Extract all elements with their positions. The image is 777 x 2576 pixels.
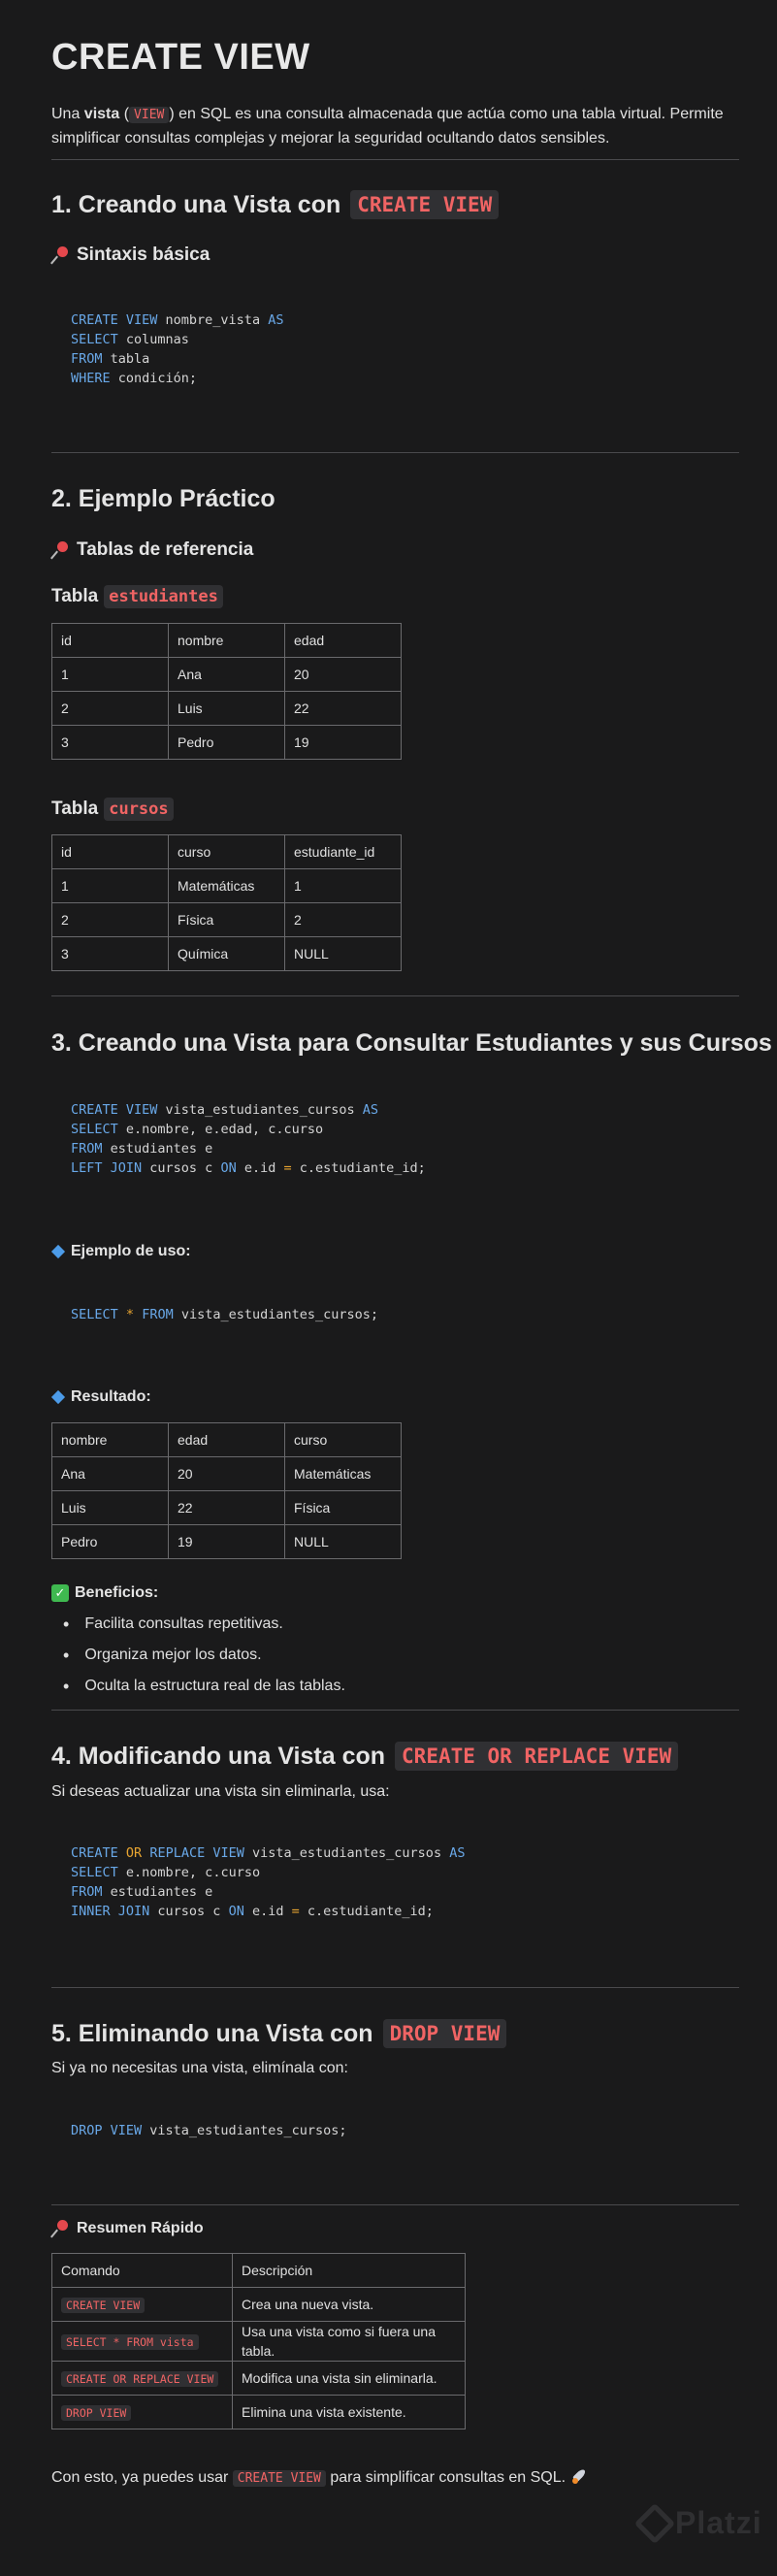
table-cell [52, 2288, 233, 2322]
code-token: c.estudiante_id; [299, 1904, 434, 1919]
platzi-watermark [640, 2505, 762, 2541]
table-cell: estudiante_id [285, 835, 402, 869]
table-cell: 19 [169, 1525, 285, 1559]
table-cell: 3 [52, 726, 169, 760]
section-4-title: 4. Modificando una Vista con [51, 1742, 386, 1770]
code-token: FROM [71, 1884, 103, 1900]
section-3-title: 3. Creando una Vista para Consultar Estudiantes y sus Cursos [51, 1029, 772, 1057]
blue-diamond-icon [51, 1390, 65, 1404]
table-row [52, 903, 402, 937]
code-token [134, 1307, 142, 1322]
inline-code: CREATE OR REPLACE VIEW [61, 2371, 218, 2387]
table-cell: curso [285, 1423, 402, 1457]
code-token: e.id [243, 1904, 292, 1919]
closing-text: Con esto, ya puedes usar [51, 2469, 233, 2486]
table-row [52, 1457, 402, 1491]
resumen-heading [51, 2219, 204, 2238]
table-label: Tabla [51, 586, 99, 606]
code-line [71, 1902, 465, 1921]
code-token: SELECT [71, 332, 118, 347]
divider [51, 452, 739, 453]
code-block-usage [71, 1305, 378, 1324]
divider [51, 1987, 739, 1988]
table-row [52, 1423, 402, 1457]
table-row [52, 2396, 466, 2429]
table-cell [52, 2362, 233, 2396]
table-cell [52, 2396, 233, 2429]
code-token: e.nombre, e.edad, c.curso [117, 1122, 324, 1137]
table-row [52, 2288, 466, 2322]
section-5-text: Si ya no necesitas una vista, elimínala con: [51, 2060, 348, 2076]
code-token: vista_estudiantes_cursos [157, 1102, 363, 1118]
intro-paragraph [51, 103, 739, 150]
table-cell: 20 [285, 658, 402, 692]
section-5-title: 5. Eliminando una Vista con [51, 2019, 373, 2047]
table-header-cell: Comando [52, 2254, 233, 2288]
resultado-label: Resultado: [71, 1388, 151, 1405]
divider [51, 159, 739, 160]
table-cell: nombre [52, 1423, 169, 1457]
divider [51, 995, 739, 996]
table-cell: 1 [285, 869, 402, 903]
code-token: tabla [102, 351, 150, 367]
code-line [71, 1139, 426, 1158]
section-2-title: 2. Ejemplo Práctico [51, 485, 275, 512]
table-cell: Física [285, 1491, 402, 1525]
code-token: = [291, 1904, 300, 1919]
table-cell: 2 [52, 903, 169, 937]
code-block-drop-view [71, 2121, 346, 2140]
section-5-code: DROP VIEW [383, 2019, 507, 2048]
table-cell: 22 [285, 692, 402, 726]
resumen-label: Resumen Rápido [77, 2220, 204, 2236]
inline-code: VIEW [129, 107, 169, 123]
table-cell: Elimina una vista existente. [233, 2396, 466, 2429]
divider [51, 2204, 739, 2205]
table-cell: NULL [285, 1525, 402, 1559]
table-cell: Química [169, 937, 285, 971]
code-token: CREATE VIEW [71, 312, 158, 328]
table-cell: curso [169, 835, 285, 869]
code-line [71, 1843, 465, 1863]
code-line [71, 1305, 378, 1324]
watermark-text: Platzi [675, 2505, 762, 2540]
table-cell: Ana [52, 1457, 169, 1491]
pushpin-icon [51, 245, 71, 265]
code-line [71, 1158, 426, 1178]
code-token: c.estudiante_id; [291, 1160, 426, 1176]
pushpin-icon [51, 540, 71, 560]
list-item: • Oculta la estructura real de las tablas. [51, 1671, 345, 1702]
cursos-table [51, 834, 402, 971]
code-token: condición; [110, 371, 198, 386]
code-token: e.id [236, 1160, 284, 1176]
resultado-heading [51, 1388, 151, 1406]
sub-title: Tablas de referencia [77, 539, 254, 560]
beneficios-heading [51, 1584, 158, 1602]
table-row [52, 1491, 402, 1525]
beneficios-list [51, 1609, 345, 1702]
code-token: cursos c [142, 1160, 221, 1176]
section-1-code: CREATE VIEW [350, 190, 499, 219]
inline-code: CREATE VIEW [233, 2470, 326, 2487]
sub-title: Sintaxis básica [77, 245, 210, 265]
table-cell: Usa una vista como si fuera una tabla. [233, 2322, 466, 2362]
code-line [71, 1100, 426, 1120]
table-row [52, 658, 402, 692]
table-cell: 19 [285, 726, 402, 760]
code-line [71, 349, 283, 369]
table-row [52, 2322, 466, 2362]
table-row [52, 2362, 466, 2396]
table-cell: Matemáticas [169, 869, 285, 903]
uso-heading [51, 1243, 191, 1260]
code-block-syntax [71, 310, 283, 388]
table-row [52, 692, 402, 726]
code-token: FROM [142, 1307, 174, 1322]
table-cell: Luis [52, 1491, 169, 1525]
code-token [118, 1307, 126, 1322]
code-token: DROP VIEW [71, 2123, 143, 2138]
code-token: estudiantes e [102, 1141, 213, 1157]
section-4-code: CREATE OR REPLACE VIEW [395, 1742, 678, 1771]
section-2-subheading [51, 539, 253, 561]
table-cell: Crea una nueva vista. [233, 2288, 466, 2322]
code-block-replace-view [71, 1843, 465, 1921]
result-table [51, 1422, 402, 1559]
code-token: CREATE [71, 1845, 118, 1861]
table-cell: Pedro [52, 1525, 169, 1559]
code-token: INNER JOIN [71, 1904, 150, 1919]
table-cell: edad [169, 1423, 285, 1457]
code-token: estudiantes e [102, 1884, 213, 1900]
code-token [118, 1845, 126, 1861]
table-header-cell: Descripción [233, 2254, 466, 2288]
intro-strong: vista [83, 106, 120, 122]
code-token: AS [268, 312, 284, 328]
code-line [71, 1882, 465, 1902]
code-token: vista_estudiantes_cursos [243, 1845, 450, 1861]
section-1-heading [51, 190, 499, 219]
resumen-table [51, 2253, 466, 2429]
table-2-heading [51, 798, 174, 821]
code-token: nombre_vista [157, 312, 269, 328]
code-token: OR [125, 1845, 143, 1861]
table-cell: 1 [52, 658, 169, 692]
code-line [71, 1120, 426, 1139]
code-token: cursos c [149, 1904, 229, 1919]
code-token: LEFT JOIN [71, 1160, 143, 1176]
beneficios-label: Beneficios: [75, 1584, 159, 1601]
table-cell: 20 [169, 1457, 285, 1491]
estudiantes-table [51, 623, 402, 760]
divider [51, 1710, 739, 1711]
table-cell: 2 [285, 903, 402, 937]
pushpin-icon [51, 2219, 71, 2238]
table-cell [52, 2322, 233, 2362]
code-token: vista_estudiantes_cursos; [173, 1307, 379, 1322]
section-1-title: 1. Creando una Vista con [51, 190, 341, 218]
section-4-text: Si deseas actualizar una vista sin eliminarla, usa: [51, 1783, 390, 1800]
inline-code: DROP VIEW [61, 2405, 131, 2421]
table-1-heading [51, 585, 223, 608]
code-line [71, 1863, 465, 1882]
code-token: CREATE VIEW [71, 1102, 158, 1118]
table-cell: edad [285, 624, 402, 658]
table-row [52, 937, 402, 971]
table-cell: 2 [52, 692, 169, 726]
table-cell: nombre [169, 624, 285, 658]
code-block-create-view [71, 1100, 426, 1178]
code-token: REPLACE VIEW [149, 1845, 244, 1861]
table-cell: id [52, 624, 169, 658]
blue-diamond-icon [51, 1245, 65, 1258]
code-line [71, 310, 283, 330]
code-token: vista_estudiantes_cursos; [142, 2123, 347, 2138]
table-cell: Luis [169, 692, 285, 726]
table-cell: 1 [52, 869, 169, 903]
table-code: cursos [104, 798, 173, 821]
code-token: SELECT [71, 1307, 118, 1322]
code-token: WHERE [71, 371, 111, 386]
intro-text: ( [119, 106, 130, 122]
code-token: FROM [71, 1141, 103, 1157]
closing-paragraph [51, 2467, 588, 2487]
table-cell: 3 [52, 937, 169, 971]
platzi-logo-icon [634, 2502, 675, 2543]
inline-code: SELECT * FROM vista [61, 2334, 199, 2350]
section-4-heading [51, 1742, 678, 1771]
code-token: AS [362, 1102, 378, 1118]
code-token: SELECT [71, 1122, 118, 1137]
code-token: FROM [71, 351, 103, 367]
table-cell: Ana [169, 658, 285, 692]
section-3-heading [51, 1029, 772, 1058]
inline-code: CREATE VIEW [61, 2298, 145, 2313]
list-item: • Facilita consultas repetitivas. [51, 1609, 345, 1640]
uso-label: Ejemplo de uso: [71, 1243, 191, 1259]
table-row [52, 2254, 466, 2288]
intro-text: Una [51, 106, 84, 122]
code-token: e.nombre, c.curso [117, 1865, 261, 1880]
section-5-heading [51, 2019, 506, 2048]
page-title: CREATE VIEW [51, 37, 310, 78]
section-2-heading [51, 485, 275, 513]
list-item: • Organiza mejor los datos. [51, 1640, 345, 1671]
table-code: estudiantes [104, 585, 223, 608]
code-token: ON [228, 1904, 244, 1919]
code-line [71, 369, 283, 388]
intro-text: ) en SQL es una consulta almacenada que actúa como una tabla virtual. Permite simplificar consultas complejas y mejorar la seguridad ocultando datos sensibles. [51, 106, 724, 147]
table-cell: Pedro [169, 726, 285, 760]
table-row [52, 1525, 402, 1559]
check-mark-icon: ✓ [51, 1584, 69, 1602]
code-token: * [125, 1307, 135, 1322]
table-cell: Física [169, 903, 285, 937]
table-row [52, 835, 402, 869]
table-row [52, 624, 402, 658]
table-cell: 22 [169, 1491, 285, 1525]
table-cell: Matemáticas [285, 1457, 402, 1491]
table-cell: id [52, 835, 169, 869]
code-line [71, 330, 283, 349]
code-token: ON [220, 1160, 237, 1176]
table-cell: Modifica una vista sin eliminarla. [233, 2362, 466, 2396]
rocket-icon [570, 2467, 588, 2485]
code-token: columnas [117, 332, 189, 347]
code-token: = [283, 1160, 292, 1176]
table-cell: NULL [285, 937, 402, 971]
section-1-subheading [51, 245, 210, 266]
table-row [52, 869, 402, 903]
closing-text: para simplificar consultas en SQL. [325, 2469, 570, 2486]
code-token: AS [449, 1845, 466, 1861]
table-row [52, 726, 402, 760]
code-token: SELECT [71, 1865, 118, 1880]
code-line [71, 2121, 346, 2140]
table-label: Tabla [51, 799, 99, 819]
